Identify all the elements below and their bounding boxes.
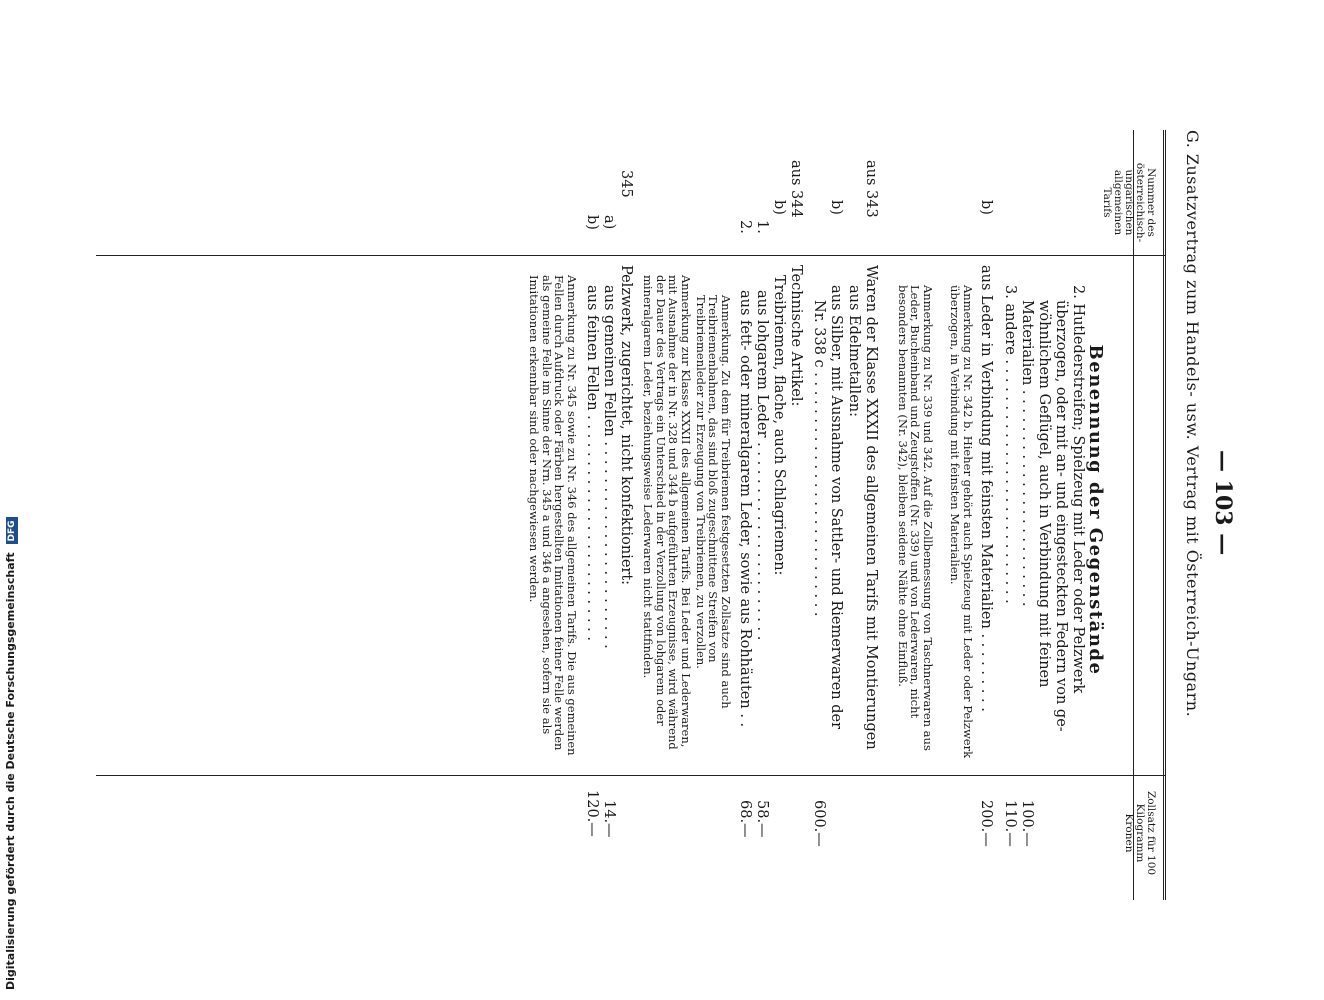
row-number: a) [601, 215, 617, 230]
row-text: überzogen, oder mit an- und eingesteckten Federn von ge- [1053, 300, 1069, 732]
row-text: aus lohgarem Leder . . . . . . . . . . . . . . . . . . . . . . [754, 290, 770, 641]
column-header-rate: Zollsatz für 100 Kilogramm Kronen [1123, 790, 1157, 876]
row-text: aus fett- oder mineralgarem Leder, sowie aus Rohhäuten . . [737, 290, 753, 728]
footer-text: Digitalisierung gefördert durch die Deutsche Forschungsgemeinschaft [4, 552, 17, 990]
rate-value: 110.— [1002, 800, 1018, 847]
row-text: Pelzwerk, zugerichtet, nicht konfektioniert: [618, 265, 634, 586]
note-342b: Anmerkung zu Nr. 342 b. Hieher gehört auch Spielzeug mit Leder oder Pelzwerk überzogen, in Verbindung mit feinsten Materialien. [948, 285, 975, 759]
row-text: Treibriemen, flache, auch Schlagriemen: [771, 275, 787, 576]
row-number: aus 344 [788, 160, 804, 218]
column-divider-right [96, 775, 1166, 776]
rate-value: 58.— [754, 800, 770, 838]
note-treibriemen: Anmerkung. Zu dem für Treibriemen festgesetzten Zollsatze sind auch Treibriemenbahnen, das sind bloß zugeschnittene Streifen von Treibriemenleder zur Erzeugung von Treibriemen, zu verzollen. [694, 295, 733, 709]
row-number: b) [828, 200, 844, 215]
column-header-description: Benennung der Gegenstände [1085, 344, 1106, 676]
row-number: 1. [754, 220, 770, 234]
column-header-number: Nummer des österreichisch-ungarischen allgemeinen Tarifs [1101, 162, 1157, 243]
row-text: aus Silber, mit Ausnahme von Sattler- und Riemerwaren der [828, 285, 844, 730]
row-number: b) [584, 215, 600, 230]
row-text: Nr. 338 c . . . . . . . . . . . . . . . . . . . . . . . . . . . [811, 300, 827, 617]
row-number: 2. [737, 220, 753, 234]
row-number: aus 343 [863, 160, 879, 218]
rate-value: 120.— [584, 790, 600, 837]
note-klasse-xxxii: Anmerkung zur Klasse XXXII des allgemeinen Tarifs. Bei Leder und Lederwaren, mit Ausnahme der in Nr. 328 und 344 b aufgeführten Erzeugnisse, wird während der Dauer des Vertrags ein Unterschied in der Verzollung von lohgarem oder mineralgarem Leder, beziehungsweise Lederwaren nicht stattfinden. [641, 275, 693, 750]
row-number: 345 [618, 170, 634, 198]
rate-value: 68.— [737, 800, 753, 838]
dfg-logo: DFG [6, 517, 18, 544]
row-text: 3. andere . . . . . . . . . . . . . . . . . . . . . . . . . . . [1002, 285, 1018, 604]
row-text: aus gemeinen Fellen . . . . . . . . . . . . . . . . . . . . . . . [601, 285, 617, 649]
rate-value: 600.— [811, 800, 827, 847]
rate-value: 200.— [978, 800, 994, 847]
row-text: aus Leder in Verbindung mit feinsten Materialien . . . . . . . . . [978, 265, 994, 712]
row-number: b) [771, 200, 787, 215]
row-text: 2. Hutlederstreifen; Spielzeug mit Leder oder Pelzwerk [1070, 285, 1086, 694]
note-345: Anmerkung zu Nr. 345 sowie zu Nr. 346 des allgemeinen Tarifs. Die aus gemeinen Fellen durch Aufdruck oder Färben hergestellten Imitationen feiner Felle werden als gemeine Felle im Sinne der Nrn. 345 a und 346 a angesehen, sofern sie als Imitationen erkennbar sind oder nachgewiesen werden. [527, 275, 579, 756]
row-text: aus Edelmetallen: [846, 285, 862, 418]
row-text: Technische Artikel: [788, 265, 804, 407]
rate-value: 14.— [601, 800, 617, 838]
running-header: G. Zusatzvertrag zum Handels- usw. Vertrag mit Österreich-Ungarn. [1183, 130, 1202, 718]
row-text: Waren der Klasse XXXII des allgemeinen Tarifs mit Montierungen [863, 265, 879, 750]
row-text: wöhnlichem Geflügel, auch in Verbindung mit feinen [1036, 300, 1052, 688]
note-339-342: Anmerkung zu Nr. 339 und 342. Auf die Zollbemessung von Taschnerwaren aus Leder, Bucheinband und Zeugstoffen (Nr. 339) und von Lederwaren, nicht besonders benannten (Nr. 342), bleiben seidene Nähte ohne Einfluß. [896, 285, 935, 751]
row-text: Materialien . . . . . . . . . . . . . . . . . . . . . . . . [1019, 300, 1035, 607]
row-text: aus feinen Fellen . . . . . . . . . . . . . . . . . . . . . . . . . [584, 285, 600, 641]
row-number: b) [978, 200, 994, 215]
column-divider-left [96, 255, 1166, 256]
page-number: — 103 — [1210, 450, 1236, 556]
digitization-footer [4, 517, 18, 990]
table-top-rule [1163, 130, 1166, 900]
rate-value: 100.— [1019, 800, 1035, 847]
